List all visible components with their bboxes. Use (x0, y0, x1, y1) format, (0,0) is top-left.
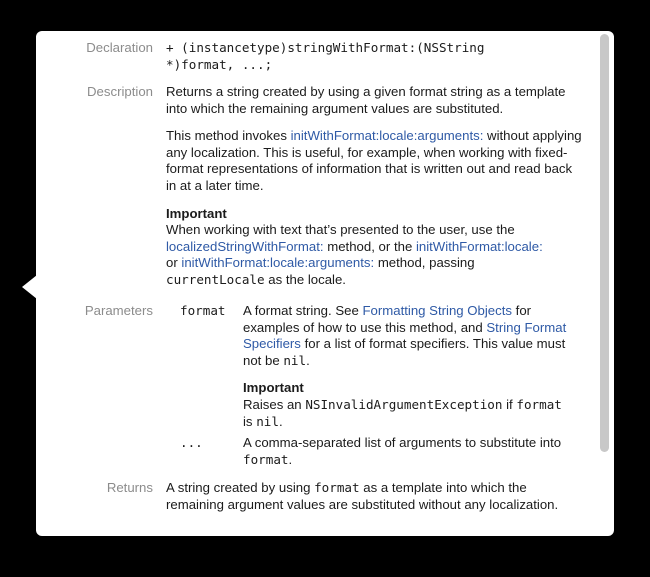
param-important-heading: Important (243, 380, 304, 396)
exception-code: NSInvalidArgumentException (305, 396, 503, 412)
nil-code: nil (283, 352, 307, 368)
format-code-3: format (314, 480, 360, 495)
description-method-paragraph (166, 128, 586, 194)
text-span: A string created by using (166, 480, 315, 495)
text-span: . (288, 451, 293, 467)
text-span: . (306, 352, 310, 368)
param-format-name: format (180, 303, 226, 318)
declaration-line-1: + (instancetype)stringWithFormat:(NSString (166, 40, 485, 55)
returns-content (166, 480, 586, 513)
important-heading: Important (166, 205, 227, 221)
param-important-note (243, 397, 583, 430)
current-locale-code: currentLocale (166, 271, 265, 287)
string-format-specifiers-link[interactable]: String Format Specifiers (243, 319, 567, 352)
text-span: is (243, 413, 257, 429)
format-code: format (516, 396, 562, 412)
text-span: for examples of how to use this method, and (243, 303, 532, 335)
nil-code-2: nil (256, 413, 279, 429)
text-span: This method invokes (166, 128, 291, 144)
description-paragraph: Returns a string created by using a given format string as a template into which the remaining argument values are substituted. (166, 84, 566, 116)
text-span: as a template into which the remaining argument values are substituted without any localization. (166, 480, 559, 512)
init-with-format-locale-arguments-link-2[interactable]: initWithFormat:locale:arguments: (181, 255, 375, 271)
localized-string-with-format-link[interactable]: localizedStringWithFormat: (166, 238, 324, 254)
text-span: as the locale. (264, 271, 346, 287)
text-span: A comma-separated list of arguments to substitute into (243, 435, 562, 450)
declaration-label: Declaration (86, 40, 153, 55)
description-content (166, 84, 586, 289)
param-varargs-text (243, 435, 583, 468)
formatting-string-objects-link[interactable]: Formatting String Objects (362, 303, 512, 318)
text-span: method, passing (374, 255, 475, 271)
text-span: or (166, 255, 182, 271)
text-span: When working with text that’s presented to the user, use the (166, 222, 515, 238)
init-with-format-locale-link[interactable]: initWithFormat:locale: (415, 238, 543, 254)
declaration-code (166, 40, 586, 73)
popover-arrow (22, 275, 37, 299)
important-note (166, 222, 586, 288)
init-with-format-locale-arguments-link[interactable]: initWithFormat:locale:arguments: (290, 128, 484, 144)
param-format-text (243, 303, 583, 369)
declaration-line-2: *)format, ...; (166, 56, 273, 72)
text-span: method, or the (323, 238, 416, 254)
param-varargs-description (243, 435, 583, 468)
text-span: without applying any localization. This is useful, for example, when working with fixed-format representations of information that is written out and read back in at a later time. (166, 128, 582, 193)
text-span: if (502, 396, 517, 412)
description-label: Description (87, 84, 153, 99)
text-span: for a list of format specifiers. This value must not be (243, 336, 566, 368)
returns-label: Returns (106, 480, 153, 495)
format-code-2: format (243, 451, 289, 467)
text-span: Raises an (243, 396, 306, 412)
returns-text (166, 480, 586, 513)
vertical-scrollbar[interactable] (600, 34, 609, 452)
text-span: . (278, 413, 283, 429)
text-span: A format string. See (243, 303, 363, 318)
parameters-label: Parameters (84, 303, 153, 318)
param-varargs-name: ... (180, 435, 203, 450)
quick-help-popover (36, 31, 614, 536)
param-format-description (243, 303, 583, 430)
